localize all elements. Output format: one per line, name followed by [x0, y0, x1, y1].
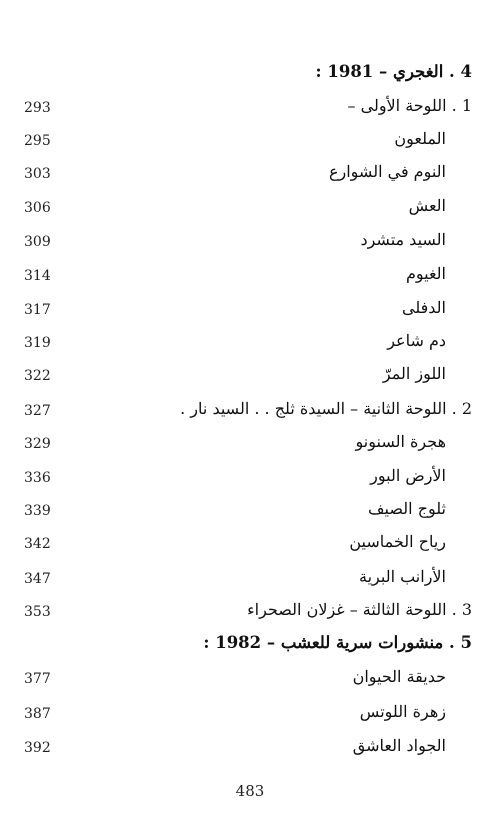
toc-title: رياح الخماسين	[349, 532, 446, 551]
toc-page-number: 303	[24, 166, 51, 182]
toc-entry	[24, 565, 472, 595]
toc-page-number: 329	[24, 436, 51, 452]
toc-page-number: 327	[24, 403, 51, 419]
toc-title: 2 . اللوحة الثانية – السيدة ثلج . . السيد نار .	[180, 399, 472, 418]
toc-title: الدفلى	[402, 298, 446, 317]
toc-entry	[24, 397, 472, 427]
toc-page-number: 319	[24, 335, 51, 351]
toc-page-number: 309	[24, 234, 51, 250]
toc-title: النوم في الشوارع	[328, 162, 446, 181]
toc-entry	[24, 700, 472, 730]
toc-entry	[24, 497, 472, 527]
toc-entry	[24, 262, 472, 292]
toc-title: الأرض البور	[370, 466, 446, 485]
toc-entry	[24, 127, 472, 157]
toc-entry	[24, 296, 472, 326]
toc-section-heading	[24, 631, 472, 661]
toc-page-number: 295	[24, 133, 51, 149]
toc-title: ثلوج الصيف	[367, 499, 446, 518]
toc-page-number: 306	[24, 200, 51, 216]
toc-entry	[24, 362, 472, 392]
toc-entry	[24, 530, 472, 560]
toc-page-number: 293	[24, 100, 51, 116]
toc-title: هجرة السنونو	[355, 432, 446, 451]
toc-page-number: 353	[24, 604, 51, 620]
toc-title: زهرة اللوتس	[359, 702, 446, 721]
toc-page-number: 339	[24, 503, 51, 519]
toc-section-heading	[24, 60, 472, 90]
toc-entry	[24, 430, 472, 460]
toc-entry	[24, 228, 472, 258]
toc-entry	[24, 665, 472, 695]
toc-title: 3 . اللوحة الثالثة – غزلان الصحراء	[247, 600, 472, 619]
toc-entry	[24, 734, 472, 764]
toc-entry	[24, 598, 472, 628]
toc-page-number: 387	[24, 706, 51, 722]
toc-title: 1 . اللوحة الأولى –	[347, 96, 472, 115]
toc-entry	[24, 329, 472, 359]
toc-title: حديقة الحيوان	[352, 667, 446, 686]
toc-entry	[24, 464, 472, 494]
toc-page-number: 317	[24, 302, 51, 318]
toc-title: 4 . الغجري – 1981 :	[315, 62, 472, 81]
toc-entry	[24, 94, 472, 124]
toc-page-number: 392	[24, 740, 51, 756]
toc-page-number: 314	[24, 268, 51, 284]
toc-page-number: 347	[24, 571, 51, 587]
toc-entry	[24, 160, 472, 190]
toc-page-number: 322	[24, 368, 51, 384]
toc-title: الملعون	[394, 129, 446, 148]
toc-page-number: 342	[24, 536, 51, 552]
toc-page-number: 336	[24, 470, 51, 486]
toc-title: 5 . منشورات سرية للعشب – 1982 :	[203, 633, 472, 652]
toc-title: السيد متشرد	[360, 230, 446, 249]
toc-title: الجواد العاشق	[352, 736, 446, 755]
toc-page-number: 377	[24, 671, 51, 687]
toc-title: الغيوم	[405, 264, 446, 283]
toc-entry	[24, 194, 472, 224]
toc-title: الأرانب البرية	[359, 567, 446, 586]
toc-title: اللوز المرّ	[382, 364, 446, 383]
toc-title: دم شاعر	[387, 331, 446, 350]
toc-title: العش	[408, 196, 446, 215]
page-number: 483	[235, 782, 265, 800]
